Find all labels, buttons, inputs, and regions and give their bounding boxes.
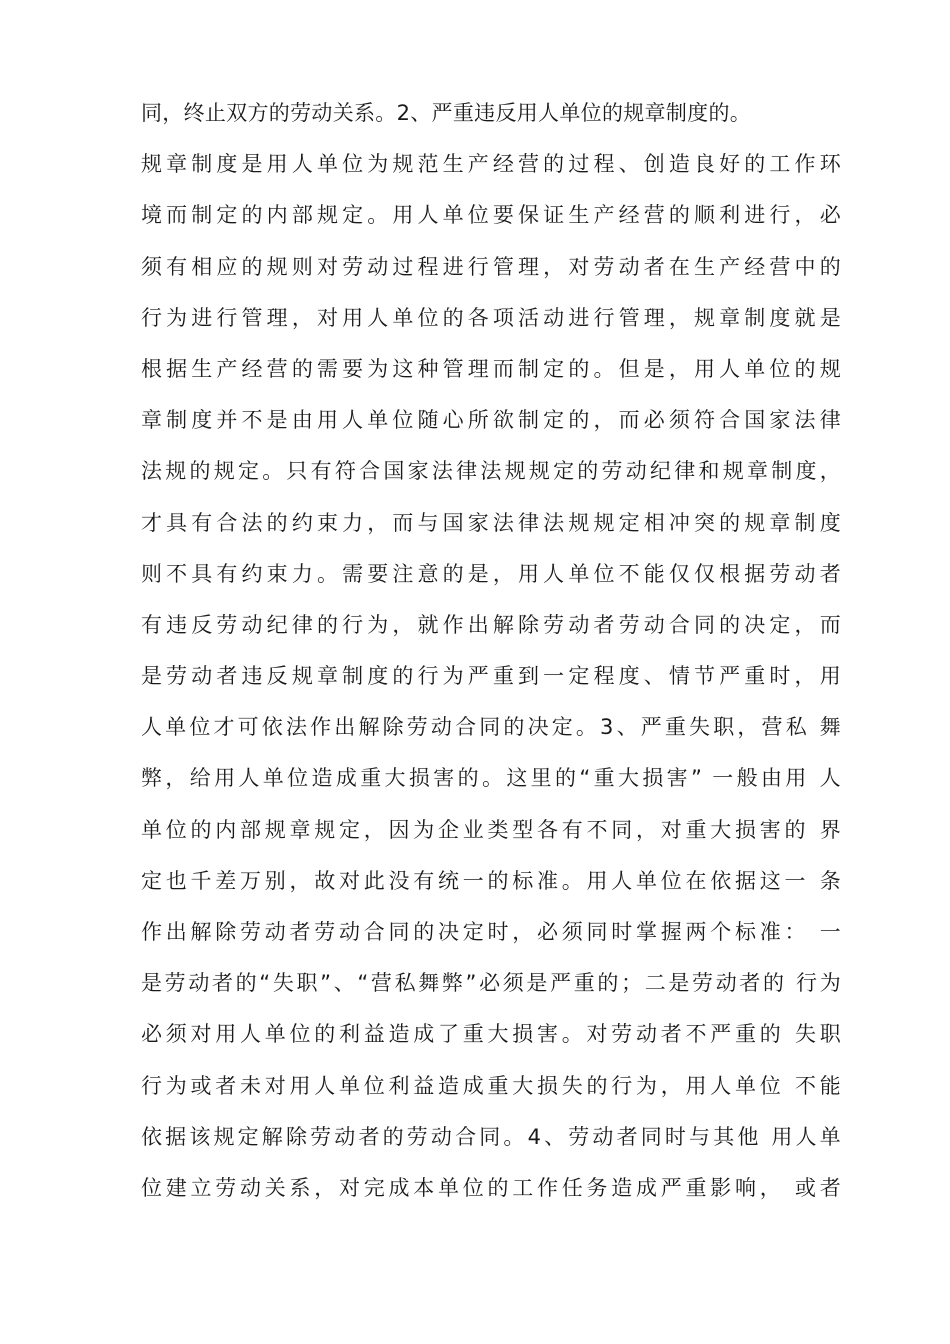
text-line: 行为或者未对用人单位利益造成重大损失的行为，用人单位 不能 [141, 1073, 841, 1098]
text-line: 境而制定的内部规定。用人单位要保证生产经营的顺利进行，必 [141, 203, 841, 228]
text-line: 必须对用人单位的利益造成了重大损害。对劳动者不严重的 失职 [141, 1022, 841, 1047]
text-line: 是劳动者违反规章制度的行为严重到一定程度、情节严重时，用 [141, 664, 841, 689]
text-line: 才具有合法的约束力，而与国家法律法规规定相冲突的规章制度 [141, 510, 841, 535]
text-line: 规章制度是用人单位为规范生产经营的过程、创造良好的工作环 [141, 152, 841, 177]
text-line: 定也千差万别，故对此没有统一的标准。用人单位在依据这一 条 [141, 868, 841, 893]
text-line: 章制度并不是由用人单位随心所欲制定的，而必须符合国家法律 [141, 408, 841, 433]
text-line: 有违反劳动纪律的行为，就作出解除劳动者劳动合同的决定，而 [141, 612, 841, 637]
text-line: 须有相应的规则对劳动过程进行管理，对劳动者在生产经营中的 [141, 254, 841, 279]
text-line: 人单位才可依法作出解除劳动合同的决定。3、严重失职，营私 舞 [141, 715, 841, 740]
text-line: 根据生产经营的需要为这种管理而制定的。但是，用人单位的规 [141, 356, 841, 381]
text-line: 作出解除劳动者劳动合同的决定时，必须同时掌握两个标准： 一 [141, 920, 841, 944]
text-line: 同，终止双方的劳动关系。2、严重违反用人单位的规章制度的。 [141, 101, 752, 125]
text-line: 是劳动者的“失职”、“营私舞弊”必须是严重的；二是劳动者的 行为 [141, 971, 841, 996]
text-line: 依据该规定解除劳动者的劳动合同。4、劳动者同时与其他 用人单 [141, 1124, 841, 1149]
body-text [141, 96, 841, 1222]
text-line: 弊，给用人单位造成重大损害的。这里的“重大损害” 一般由用 人 [141, 766, 841, 791]
text-line: 位建立劳动关系，对完成本单位的工作任务造成严重影响， 或者 [141, 1175, 841, 1200]
text-line: 则不具有约束力。需要注意的是，用人单位不能仅仅根据劳动者 [141, 561, 841, 586]
text-line: 法规的规定。只有符合国家法律法规规定的劳动纪律和规章制度， [141, 459, 841, 484]
text-line: 行为进行管理，对用人单位的各项活动进行管理，规章制度就是 [141, 305, 841, 330]
text-line: 单位的内部规章规定，因为企业类型各有不同，对重大损害的 界 [141, 817, 841, 842]
